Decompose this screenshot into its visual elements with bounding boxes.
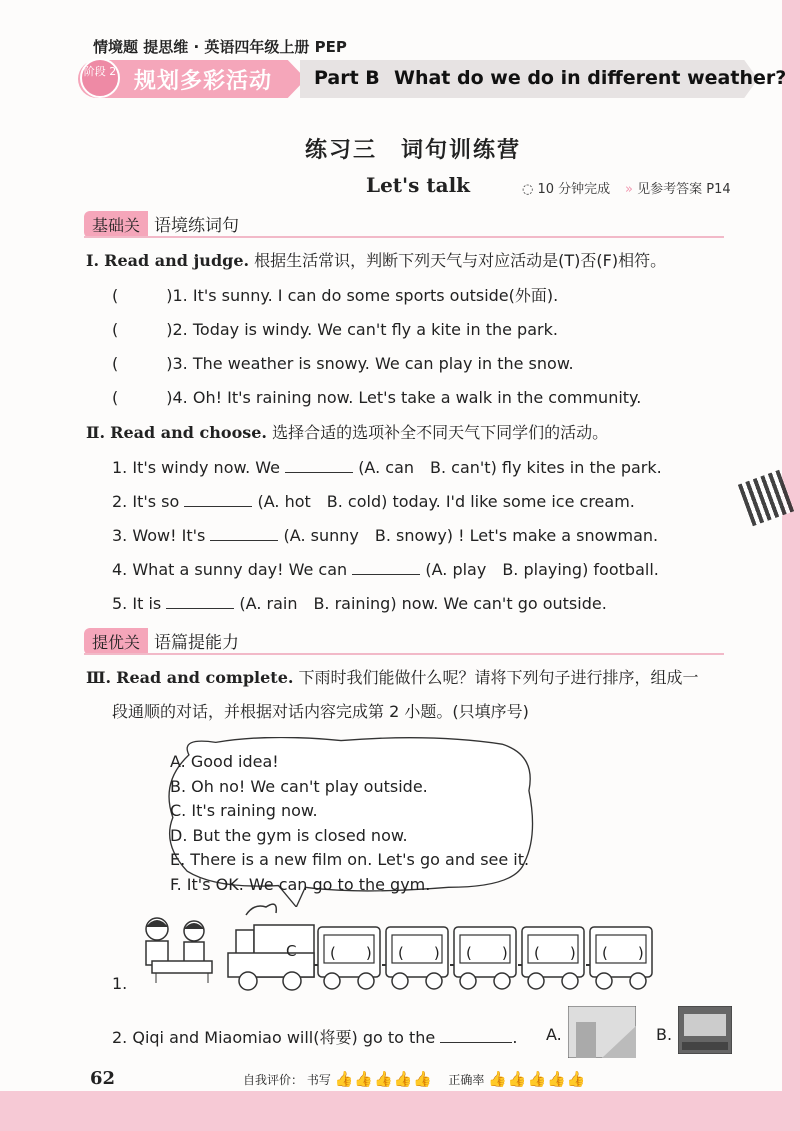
gym-picture [568, 1006, 636, 1058]
accuracy-label: 正确率 [448, 1073, 485, 1087]
option-a-label: A. [546, 1025, 562, 1044]
question-1-number: 1. [112, 974, 128, 993]
choose-item [112, 591, 607, 614]
exercise-subtitle: Let's talk [366, 173, 471, 197]
answer-paren[interactable]: ( ) [112, 286, 173, 305]
clock-icon: ◌ [522, 182, 538, 197]
item-number: 1. [112, 458, 128, 477]
item-options: (A. can B. can't) [358, 458, 497, 477]
item-number: 2. [172, 320, 188, 339]
dialogue-sentence: A. Good idea! [170, 752, 279, 771]
choose-item [112, 489, 635, 512]
thumbs-up-icon[interactable]: 👍👍👍👍👍 [488, 1070, 587, 1088]
answer-paren[interactable]: ( ) [112, 388, 173, 407]
part-heading-en: Read and judge. [104, 251, 250, 270]
item-number: 3. [172, 354, 188, 373]
item-text: The weather is snowy. We can play in the snow. [192, 354, 574, 373]
answer-paren[interactable]: ( ) [112, 320, 173, 339]
judge-item [112, 351, 574, 374]
banner-part: Part B [314, 67, 380, 89]
item-number: 4. [112, 560, 128, 579]
item-text-after: football. [593, 560, 659, 579]
section-tag: 基础关 [84, 211, 148, 238]
part-number: Ⅰ. [86, 251, 100, 270]
part-heading-cn: 下雨时我们能做什么呢？请将下列句子进行排序，组成一 [298, 668, 699, 687]
item-number: 2. [112, 492, 128, 511]
question-2 [112, 1025, 517, 1048]
question-number: 2. [112, 1028, 128, 1047]
section-tag: 提优关 [84, 628, 148, 655]
answer-blank[interactable] [184, 492, 252, 507]
double-chevron-icon: » [625, 182, 638, 197]
judge-item [112, 283, 558, 306]
section-advanced-header [84, 628, 239, 655]
banner-title: 规划多彩活动 [134, 69, 273, 94]
item-options: (A. rain B. raining) [239, 594, 397, 613]
part-ii-heading [86, 420, 608, 443]
item-text-before: It's windy now. We [132, 458, 280, 477]
part-number: Ⅲ. [86, 668, 112, 687]
judge-item [112, 317, 558, 340]
car-answer-blank[interactable]: ( ) [602, 944, 644, 962]
page-number: 62 [90, 1068, 116, 1089]
part-iii-heading [86, 665, 699, 688]
item-number: 5. [112, 594, 128, 613]
banner-question: What do we do in different weather? [394, 67, 787, 89]
section-divider [84, 653, 724, 655]
question-text: Qiqi and Miaomiao will(将要) go to the [132, 1028, 436, 1047]
judge-item [112, 385, 641, 408]
part-heading-cn: 根据生活常识，判断下列天气与对应活动是(T)否(F)相符。 [254, 251, 667, 270]
part-i-heading [86, 248, 666, 271]
part-heading-en: Read and choose. [110, 423, 267, 442]
item-text-after: now. We can't go outside. [401, 594, 607, 613]
item-options: (A. hot B. cold) [257, 492, 388, 511]
item-number: 4. [172, 388, 188, 407]
item-text: It's sunny. I can do some sports outside(外面). [192, 286, 559, 305]
answer-blank[interactable] [166, 594, 234, 609]
cinema-picture [678, 1006, 732, 1054]
item-text-after: fly kites in the park. [501, 458, 662, 477]
item-text-before: It's so [132, 492, 180, 511]
part-heading-cn: 选择合适的选项补全不同天气下同学们的活动。 [272, 423, 609, 442]
item-options: (A. sunny B. snowy) [283, 526, 454, 545]
item-text-before: What a sunny day! We can [132, 560, 348, 579]
part-heading-en: Read and complete. [116, 668, 294, 687]
page-edge-bottom [0, 1091, 800, 1131]
answer-blank[interactable] [352, 560, 420, 575]
page-edge-right [782, 0, 800, 1131]
exercise-title: 练习三 词句训练营 [305, 138, 522, 163]
part-iii-heading-cont: 段通顺的对话，并根据对话内容完成第 2 小题。(只填序号) [112, 702, 529, 721]
item-options: (A. play B. playing) [425, 560, 589, 579]
item-text: Oh! It's raining now. Let's take a walk in the community. [192, 388, 642, 407]
self-evaluation [243, 1070, 587, 1088]
dialogue-sentence: B. Oh no! We can't play outside. [170, 776, 428, 796]
thumbs-up-icon[interactable]: 👍👍👍👍👍 [334, 1070, 434, 1088]
series-title: 情境题 提思维 · 英语四年级上册 PEP [93, 38, 347, 56]
dialogue-sentence: F. It's OK. We can go to the gym. [170, 874, 431, 894]
answer-blank[interactable] [440, 1028, 512, 1043]
item-number: 1. [172, 286, 188, 305]
question-end: . [512, 1028, 518, 1047]
choose-item [112, 557, 659, 580]
answer-blank[interactable] [210, 526, 278, 541]
self-eval-label: 自我评价： [243, 1073, 304, 1087]
item-text-after: ! Let's make a snowman. [458, 526, 659, 545]
dialogue-sentence: C. It's raining now. [170, 801, 318, 820]
section-label: 语境练词句 [154, 216, 240, 236]
car-answer-blank[interactable]: ( ) [466, 944, 508, 962]
option-b-label: B. [656, 1025, 673, 1044]
item-number: 3. [112, 526, 128, 545]
dialogue-sentence: E. There is a new film on. Let's go and see it. [170, 850, 530, 869]
section-basic-header [84, 211, 239, 238]
stage-badge: 阶段 2 [80, 58, 120, 98]
item-text-before: Wow! It's [132, 526, 206, 545]
engine-label: C [286, 942, 297, 960]
choose-item [112, 523, 658, 546]
answer-paren[interactable]: ( ) [112, 354, 173, 373]
section-label: 语篇提能力 [154, 633, 240, 653]
item-text-before: It is [132, 594, 162, 613]
lesson-banner [78, 58, 787, 100]
item-text-after: today. I'd like some ice cream. [392, 492, 635, 511]
car-answer-blank[interactable]: ( ) [534, 944, 576, 962]
writing-label: 书写 [306, 1073, 331, 1087]
part-number: Ⅱ. [86, 423, 106, 442]
section-divider [84, 236, 724, 238]
dialogue-sentence: D. But the gym is closed now. [170, 825, 408, 845]
answer-blank[interactable] [285, 458, 353, 473]
choose-item [112, 455, 662, 478]
time-note: ◌ 10 分钟完成 [522, 182, 611, 197]
item-text: Today is windy. We can't fly a kite in the park. [192, 320, 558, 339]
children-illustration [132, 915, 222, 985]
car-answer-blank[interactable]: ( ) [398, 944, 440, 962]
answer-note: » 见参考答案 P14 [625, 182, 731, 197]
car-answer-blank[interactable]: ( ) [330, 944, 372, 962]
